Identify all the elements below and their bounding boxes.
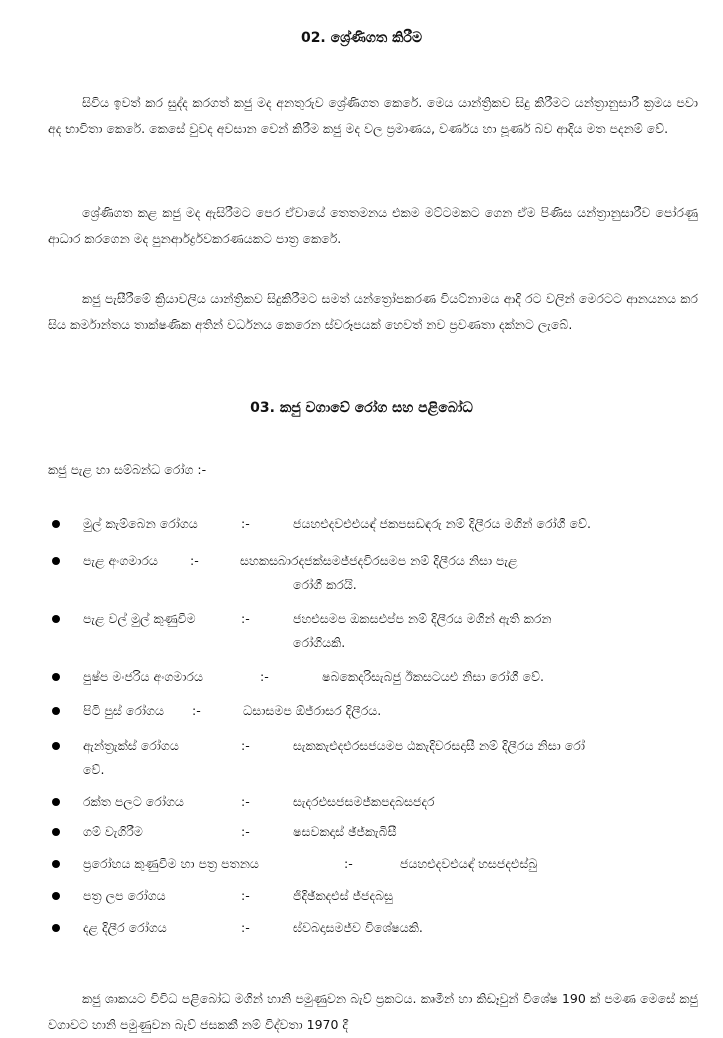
- seedling-diseases-subheading: කජු පැළ හා සම්බන්ධ රෝග :-: [48, 462, 207, 477]
- disease-separator: :-: [260, 669, 269, 684]
- disease-name: පැළ වල් මුල් කුණුවීම: [83, 611, 196, 626]
- disease-name: ප්‍රරෝහය කුණුවීම හා පත්‍ර පතනය: [83, 856, 259, 871]
- disease-separator: :-: [241, 516, 250, 531]
- paragraph-mechanization: කජු පැසීරීමේ ක්‍රියාවලිය යාන්ත්‍රිකව සිදුකිරීමට සමත් යන්ත්‍රෝපකරණ වියට්නාමය ආදි රට වලින් මෙරටට ආනයනය කර සිය කර්මාන්තය තාක්ෂණික අතින් වර්ධනය කෙරෙන ස්වරූපයක් හෙවත් නව ප්‍රවණතා දක්නට ලැබේ.: [48, 291, 698, 332]
- disease-separator: :-: [192, 703, 201, 718]
- disease-separator: :-: [190, 553, 199, 568]
- disease-separator: :-: [241, 738, 250, 753]
- disease-description: සැකකැඑදඑරසජයමප ඨකැදිවරසදාසී නම් දිලීරය නිසා රෝ: [293, 738, 585, 753]
- disease-name: පත්‍ර ලප රෝගය: [83, 888, 166, 903]
- disease-separator: :-: [241, 611, 250, 626]
- bullet-icon: [52, 860, 60, 868]
- disease-description-continued: රෝගී කරයි.: [293, 577, 357, 592]
- disease-name: ගම් වැගිරීම: [83, 824, 143, 839]
- disease-name: පුෂ්ප මංජරිය අංගමාරය: [83, 669, 203, 684]
- disease-name: රක්ත පලට රෝගය: [83, 794, 184, 809]
- disease-description-continued: රෝගියකි.: [293, 635, 346, 650]
- disease-name: මුල් කැම්බෙන රෝගය: [83, 516, 198, 531]
- disease-description: සහකසබාරදජක්සමජ්ජදවිරසමප නම් දිලීරය නිසා පැළ: [240, 553, 518, 568]
- paragraph-grading-intro: සිවිය ඉවත් කර සුද්ද කරගත් කජු මද අනතුරුව ශ්‍රේණිගත කෙරේ. මෙය යාන්ත්‍රිකව සිදු කිරීමට යන්ත්‍රානුසාරී ක්‍රමය පවා අද භාවිතා කෙරේ. කෙසේ වුවද අවසාන වෙන් කිරීම කජු මද වල ප්‍රමාණය, වර්ණය හා පූර්ණ බව ආදිය මත පදනම් වේ.: [48, 95, 698, 136]
- bullet-icon: [52, 520, 60, 528]
- bullet-icon: [52, 924, 60, 932]
- bullet-icon: [52, 742, 60, 750]
- section-03-heading: 03. කජු වගාවේ රෝග සහ පළිබෝධ: [250, 400, 473, 416]
- disease-description: ෂබකෙදරිසැබජු ඊකසටයඑ නිසා රෝගී වේ.: [322, 669, 545, 684]
- bullet-icon: [52, 798, 60, 806]
- disease-description: සැදරඑසජසමජ්කපදබසජදර: [293, 794, 435, 809]
- disease-name: ඇන්ත්‍රැක්ස් රෝගය: [83, 738, 179, 753]
- section-02-heading: 02. ශ්‍රේණිගත කිරීම: [300, 30, 423, 46]
- disease-name: පිටි පුස් රෝගය: [83, 703, 164, 718]
- bullet-icon: [52, 828, 60, 836]
- bullet-icon: [52, 707, 60, 715]
- disease-description: ඝ්වබදාසමජ්ව විශේෂයකි.: [293, 920, 423, 935]
- paragraph-rehumidification: ශ්‍රේණිගත කළ කජු මද ඇසිරීමට පෙර ඒවායේ තෙතමනය එකම මට්ටමකට ගෙන ඒම පිණිස යන්ත්‍රානුසාරීව පෝරණු ආධාර කරගෙන මද පුනර්ආර්ද්‍රවකරණයකට පාත්‍ර කෙරේ.: [48, 205, 698, 246]
- disease-name: දළ දිලීර රෝගය: [83, 920, 167, 935]
- disease-description: ජයහඑදවඑයඳ් හසජදඑස්බු: [400, 856, 538, 871]
- disease-separator: :-: [241, 824, 250, 839]
- disease-description: ජිදිඡ්කදඑස් ජ්ජදබසු: [293, 888, 393, 903]
- disease-description: ධසාසමප ඕජ්රාසර දිලීරය.: [243, 703, 382, 718]
- bullet-icon: [52, 615, 60, 623]
- disease-separator: :-: [344, 856, 353, 871]
- disease-description-continued: වේ.: [83, 762, 105, 777]
- disease-description: ජයහඑදවඑඑයඳ් ජකපසඩඳරු නම් දිලීරය මගින් රෝගී වේ.: [293, 516, 591, 531]
- paragraph-pests: කජු ශාකයට විවිධ පළිබෝධ මගින් හානි පමුණුවන බැව් ප්‍රකටය. කෘමීන් හා කිඩෑවුන් විශේෂ 190 ක් පමණ මෙසේ කජු වගාවට හානි පමුණුවන බැව් ජසකකී නම් විද්වතා 1970 දී: [48, 991, 698, 1032]
- bullet-icon: [52, 892, 60, 900]
- disease-separator: :-: [241, 794, 250, 809]
- disease-separator: :-: [241, 920, 250, 935]
- disease-separator: :-: [241, 888, 250, 903]
- bullet-icon: [52, 557, 60, 565]
- disease-description: ජහඑසමප ඔකසඑප්ප නම් දිලීරය මගින් ඇති කරන: [293, 611, 552, 626]
- disease-name: පැළ අංගමාරය: [83, 553, 158, 568]
- bullet-icon: [52, 673, 60, 681]
- disease-description: ෂසවකදාස් ඡ්ජ්කැබිසී: [293, 824, 397, 839]
